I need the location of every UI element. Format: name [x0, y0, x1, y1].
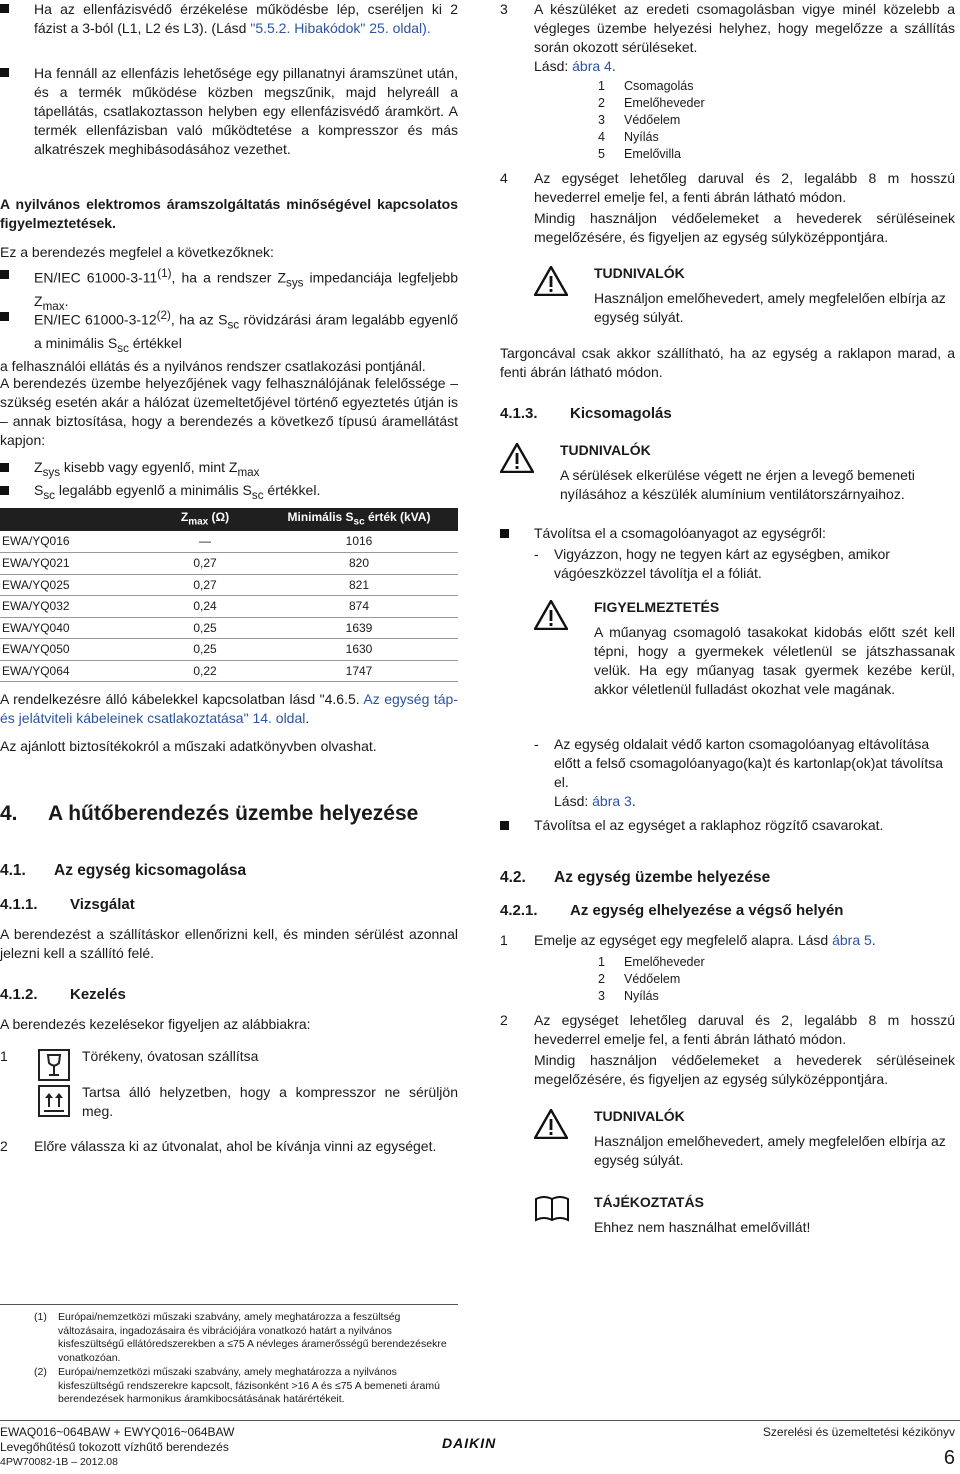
fuses-text: Az ajánlott biztosítékokról a műszaki adatkönyvben olvashat.	[0, 738, 377, 754]
legend-label: Csomagolás	[624, 79, 694, 93]
bullet-icon	[0, 270, 9, 279]
legend-key: 3	[598, 989, 605, 1003]
bullet-icon	[0, 68, 9, 77]
table-row	[0, 617, 458, 639]
footer-manual-title: Szerelési és üzemeltetési kézikönyv	[762, 1425, 955, 1439]
upright-text: Tartsa álló helyzetben, hogy a kompresszor ne sérüljön meg.	[82, 1084, 458, 1119]
cell-model: EWA/YQ050	[0, 639, 150, 661]
bullet-icon	[500, 529, 509, 538]
bullet-icon	[0, 312, 9, 321]
bullet-text: Ha fennáll az ellenfázis lehetősége egy pillanatnyi áramszünet után, és a termék működése közben megszűnik, majd helyreáll a tápellátás, csatlakoztasson helyben egy ellenfázisvédő áramkört. A termék ellenfázisban való működtetése a kompresszor és más alkatrészek meghibásodásához vezethet.	[34, 65, 458, 157]
notice-text: Használjon emelőhevedert, amely megfelelően elbírja az egység súlyát.	[594, 290, 946, 325]
cell-zmax: 0,27	[150, 574, 260, 596]
legend-key: 5	[598, 147, 605, 161]
condition-2	[0, 481, 458, 505]
legend-item	[598, 78, 705, 95]
cables-text: .	[305, 710, 310, 726]
fragile-icon	[38, 1049, 70, 1081]
bullet-icon	[0, 486, 9, 495]
legend-label: Nyílás	[624, 989, 659, 1003]
cell-ssc: 821	[260, 574, 458, 596]
subscript: max	[188, 516, 209, 528]
section-4-1-heading	[0, 861, 246, 881]
cell-zmax: 0,22	[150, 660, 260, 682]
cell-zmax: 0,25	[150, 617, 260, 639]
standard-2-text: értékkel	[128, 335, 182, 352]
legend-key: 4	[598, 130, 605, 144]
footnote-divider	[0, 1304, 458, 1305]
footer-doc-number: 4PW70082-1B – 2012.08	[0, 1456, 118, 1468]
legend-item	[598, 129, 705, 146]
item-text: Az egységet lehetőleg daruval és 2, legalább 8 m hosszú hevederrel emelje fel, a fenti ábrán látható módon.	[534, 1012, 955, 1047]
heading-title: Az egység kicsomagolása	[54, 862, 247, 879]
handling-intro: A berendezés kezelésekor figyeljen az alábbiakra:	[0, 1016, 311, 1032]
legend-item	[598, 112, 705, 129]
unpack-step-1	[500, 524, 955, 583]
cell-model: EWA/YQ025	[0, 574, 150, 596]
legend-label: Emelőheveder	[624, 96, 705, 110]
legend-key: 1	[598, 955, 605, 969]
legend-label: Védőelem	[624, 113, 681, 127]
item-text: .	[871, 932, 876, 948]
item-text: Mindig használjon védőelemeket a hevederek sérüléseinek megelőzésére, és figyeljen az egység súlyközéppontjára.	[534, 210, 955, 245]
legend-label: Nyílás	[624, 130, 659, 144]
see-text: .	[611, 58, 616, 74]
section-4-2-heading	[500, 868, 770, 888]
heading-title: Az egység elhelyezése a végső helyén	[570, 902, 844, 919]
responsibility-text: A berendezés üzembe helyezőjének vagy felhasználójának felelőssége – szükség esetén akár a hálózat üzemeltetőjével történő egyeztetés útján is – annak biztosítása, hogy a berendezés a következő típusú áramellátást kapjon:	[0, 375, 458, 448]
see-text: Lásd:	[534, 58, 573, 74]
item-number: 2	[500, 1012, 508, 1028]
forklift-text: Targoncával csak akkor szállítható, ha az egység a raklapon marad, a fenti ábrán látható módon.	[500, 345, 955, 380]
table-row	[0, 531, 458, 553]
heading-number: 4.1.3.	[500, 405, 538, 422]
heading-number: 4.2.	[500, 869, 526, 886]
warning-text: A műanyag csomagoló tasakokat kidobás előtt szét kell tépni, hogy a gyermekek véletlenül se játszhassanak velük. Ha egy műanyag tasak gyermek kezébe kerül, akkor véletlenül fulladást okozhat vele magának.	[594, 624, 955, 697]
standard-1-text: , ha a rendszer Z	[171, 269, 286, 286]
cell-model: EWA/YQ016	[0, 531, 150, 553]
bullet-phase-reversal	[0, 0, 458, 38]
footer-left	[0, 1425, 234, 1470]
bullet-icon	[500, 821, 509, 830]
legend-item	[598, 954, 705, 971]
bullet-icon	[0, 4, 9, 13]
notice-title: TUDNIVALÓK	[594, 265, 685, 281]
cell-zmax: 0,24	[150, 596, 260, 618]
footnote-ref-1: (1)	[157, 267, 172, 280]
footnote-1	[34, 1311, 458, 1365]
fragile-text: Törékeny, óvatosan szállítsa	[82, 1048, 259, 1064]
placement-item-1	[500, 931, 955, 950]
condition-text: kisebb vagy egyenlő, mint Z	[60, 459, 238, 475]
cables-reference	[0, 690, 458, 728]
see-text: Lásd:	[554, 793, 593, 809]
step-text: Távolítsa el az egységet a raklaphoz rögzítő csavarokat.	[534, 817, 884, 833]
subscript: sc	[353, 516, 365, 528]
heading-title: A hűtőberendezés üzembe helyezése	[48, 802, 419, 825]
header-text: (Ω)	[208, 510, 230, 524]
table-row	[0, 574, 458, 596]
warning-icon	[534, 1109, 568, 1139]
cell-ssc: 1639	[260, 617, 458, 639]
warning-title: FIGYELMEZTETÉS	[594, 599, 720, 615]
notice-title: TUDNIVALÓK	[560, 442, 651, 458]
table-row	[0, 639, 458, 661]
compliance-intro: Ez a berendezés megfelel a következőknek:	[0, 244, 274, 260]
legend-item	[598, 95, 705, 112]
link-figure-3[interactable]: ábra 3	[592, 793, 632, 809]
condition-1	[0, 458, 458, 482]
link-figure-5[interactable]: ábra 5	[832, 932, 872, 948]
footnote-text: Európai/nemzetközi műszaki szabvány, amely meghatározza a nyilvános kisfeszültségű rendszerekre kapcsolt, fázisonként >16 A és ≤75 A bemeneti áramú berendezések harmonikus áramkibocsátásának határértékeit.	[58, 1366, 440, 1405]
cell-zmax: 0,27	[150, 553, 260, 575]
footer-product: Levegőhűtésű tokozott vízhűtő berendezés	[0, 1440, 229, 1454]
header-text: Minimális S	[287, 510, 354, 524]
cell-ssc: 1747	[260, 660, 458, 682]
inspection-text: A berendezést a szállításkor ellenőrizni kell, és minden sérülést azonnal jelezni kell a szállító felé.	[0, 926, 458, 961]
table-header-min-ssc	[260, 508, 458, 531]
heading-title: Az egység üzembe helyezése	[554, 869, 771, 886]
table-row	[0, 660, 458, 682]
subscript: sys	[286, 276, 304, 290]
info-no-forklift	[500, 1193, 955, 1237]
subscript: sys	[42, 465, 61, 479]
standard-2	[0, 306, 458, 358]
section-4-heading	[0, 801, 418, 827]
standard-1-text: impedanciája legfeljebb Z	[34, 269, 459, 310]
bullet-phase-protection	[0, 64, 458, 159]
item-number: 1	[0, 1048, 8, 1064]
notice-title: TUDNIVALÓK	[594, 1108, 685, 1124]
unpack-step-2	[500, 816, 955, 835]
item-number: 1	[500, 932, 508, 948]
heading-number: 4.	[0, 802, 18, 825]
notice-sling	[500, 264, 955, 327]
dash: -	[534, 546, 539, 562]
public-supply-heading: A nyilvános elektromos áramszolgáltatás minőségével kapcsolatos figyelmeztetések.	[0, 196, 458, 231]
item-text: Előre válassza ki az útvonalat, ahol be kívánja vinni az egységet.	[34, 1138, 437, 1154]
legend-key: 2	[598, 972, 605, 986]
footnote-key: (2)	[34, 1366, 47, 1378]
notice-text: A sérülések elkerülése végett ne érjen a levegő bemeneti nyílásához a készülék alumínium ventilátorszárnyaihoz.	[560, 467, 915, 502]
condition-text: legalább egyenlő a minimális S	[55, 482, 252, 498]
legend-key: 1	[598, 79, 605, 93]
heading-title: Kezelés	[70, 986, 126, 1003]
legend-item	[598, 971, 705, 988]
standard-2-text: rövidzárási áram legalább egyenlő a minimális S	[34, 311, 458, 352]
daikin-logo: DAIKIN	[442, 1435, 497, 1451]
info-book-icon	[534, 1193, 570, 1223]
notice-text: Használjon emelőhevedert, amely megfelelően elbírja az egység súlyát.	[594, 1133, 946, 1168]
warning-plastic-bags	[500, 598, 955, 699]
standard-1-name: EN/IEC 61000-3-11	[34, 269, 158, 286]
subscript: max	[42, 300, 65, 314]
impedance-table	[0, 508, 458, 682]
legend-key: 3	[598, 113, 605, 127]
item-text: Emelje az egységet egy megfelelő alapra. Lásd	[534, 932, 833, 948]
info-title: TÁJÉKOZTATÁS	[594, 1194, 704, 1210]
substep-text: Az egység oldalait védő karton csomagolóanyag eltávolítása előtt a felső csomagolóanyago(ka)t és kartonlap(ok)at távolítsa el.	[554, 736, 944, 790]
item-number: 2	[0, 1138, 8, 1154]
section-4-2-1-heading	[500, 901, 843, 921]
item-text: A készüléket az eredeti csomagolásban vigye minél közelebb a végleges üzembe helyezési helyhez, hogy megelőzze a szállítás során okozott sérüléseket.	[534, 1, 955, 55]
subscript: max	[237, 465, 260, 479]
bullet-icon	[0, 463, 9, 472]
heading-number: 4.1.2.	[0, 986, 38, 1003]
cell-ssc: 1630	[260, 639, 458, 661]
cell-model: EWA/YQ064	[0, 660, 150, 682]
footnote-key: (1)	[34, 1311, 47, 1323]
unpack-substep-2	[534, 735, 955, 811]
heading-title: Kicsomagolás	[570, 405, 672, 422]
section-4-1-1-heading	[0, 895, 135, 915]
standard-2-text: , ha az S	[170, 311, 228, 328]
substep-text: Vigyázzon, hogy ne tegyen kárt az egységben, amikor vágóeszközzel távolítja el a fóliát.	[554, 546, 890, 581]
placement-item-2	[500, 1011, 955, 1089]
header-text: Z	[180, 510, 189, 524]
handling-item-4	[500, 169, 955, 247]
figure-4-legend	[598, 78, 705, 163]
see-text: .	[631, 793, 636, 809]
page-number: 6	[943, 1447, 955, 1469]
legend-item	[598, 988, 705, 1005]
table-header-model	[0, 508, 150, 531]
header-text: érték (kVA)	[364, 510, 431, 524]
this-side-up-icon	[38, 1085, 70, 1117]
item-text: Az egységet lehetőleg daruval és 2, legalább 8 m hosszú hevederrel emelje fel, a fenti ábrán látható módon.	[534, 170, 955, 205]
condition-text: értékkel.	[263, 482, 321, 498]
legend-label: Emelőheveder	[624, 955, 705, 969]
cables-text: A rendelkezésre álló kábelekkel kapcsolatban lásd "4.6.5.	[0, 691, 364, 707]
subscript: sc	[251, 488, 264, 502]
handling-item-2	[0, 1137, 458, 1156]
cell-ssc: 1016	[260, 531, 458, 553]
footer-model: EWAQ016~064BAW + EWYQ016~064BAW	[0, 1425, 235, 1439]
footnote-text: Európai/nemzetközi műszaki szabvány, amely meghatározza a feszültség változásaira, ingadozásaira és vibrációjára vonatkozó határt a nyilvános kisfeszültségű ellátóredszerekben a ≤75 A névleges áramerősségű berendezésekre vonatkozóan.	[58, 1311, 447, 1364]
cell-model: EWA/YQ032	[0, 596, 150, 618]
handling-item-3	[500, 0, 955, 76]
footnote-2	[34, 1366, 458, 1407]
heading-number: 4.1.1.	[0, 896, 38, 913]
link-error-codes[interactable]: "5.5.2. Hibakódok" 25. oldal).	[250, 20, 431, 36]
condition-text: Z	[34, 459, 43, 475]
item-text: Mindig használjon védőelemeket a hevederek sérüléseinek megelőzésére, és figyeljen az egység súlyközéppontjára.	[534, 1052, 955, 1087]
unpack-substep	[534, 545, 955, 583]
figure-5-legend	[598, 954, 705, 1005]
connection-point-text: a felhasználói ellátás és a nyilvános rendszer csatlakozási pontjánál.	[0, 358, 426, 374]
item-number: 3	[500, 1, 508, 17]
table-row	[0, 553, 458, 575]
dash: -	[534, 736, 539, 752]
handling-item-1	[0, 1045, 458, 1125]
section-4-1-2-heading	[0, 985, 126, 1005]
cell-ssc: 874	[260, 596, 458, 618]
link-cable-connection[interactable]: Az egység táp- és jelátviteli kábeleinek csatlakoztatása" 14. oldal	[0, 691, 458, 726]
cell-ssc: 820	[260, 553, 458, 575]
warning-icon	[500, 443, 534, 473]
notice-sling-2	[500, 1107, 955, 1170]
notice-fins	[500, 441, 955, 504]
section-4-1-3-heading	[500, 404, 672, 424]
link-figure-4[interactable]: ábra 4	[572, 58, 612, 74]
heading-title: Vizsgálat	[70, 896, 135, 913]
cell-zmax: 0,25	[150, 639, 260, 661]
subscript: sc	[227, 318, 240, 332]
table-header-row	[0, 508, 458, 531]
footnote-ref-2: (2)	[156, 309, 171, 322]
legend-item	[598, 146, 705, 163]
item-number: 4	[500, 170, 508, 186]
cell-zmax: —	[150, 531, 260, 553]
standard-1-text: .	[64, 293, 69, 310]
legend-label: Védőelem	[624, 972, 681, 986]
info-text: Ehhez nem használhat emelővillát!	[594, 1219, 811, 1235]
step-text: Távolítsa el a csomagolóanyagot az egységről:	[534, 525, 826, 541]
table-row	[0, 596, 458, 618]
standard-2-name: EN/IEC 61000-3-12	[34, 311, 157, 328]
warning-icon	[534, 266, 568, 296]
heading-number: 4.2.1.	[500, 902, 538, 919]
cell-model: EWA/YQ040	[0, 617, 150, 639]
warning-icon	[534, 600, 568, 630]
footnotes	[34, 1311, 458, 1407]
heading-number: 4.1.	[0, 862, 26, 879]
condition-text: S	[34, 482, 44, 498]
subscript: sc	[43, 488, 55, 502]
legend-key: 2	[598, 96, 605, 110]
bullet-text: Ha az ellenfázisvédő érzékelése működésbe lép, cseréljen ki 2 fázist a 3-ból (L1, L2 és L3). (Lásd	[34, 1, 458, 36]
table-header-zmax	[150, 508, 260, 531]
cell-model: EWA/YQ021	[0, 553, 150, 575]
subscript: sc	[117, 342, 129, 356]
legend-label: Emelővilla	[624, 147, 681, 161]
footer-divider	[0, 1420, 960, 1421]
